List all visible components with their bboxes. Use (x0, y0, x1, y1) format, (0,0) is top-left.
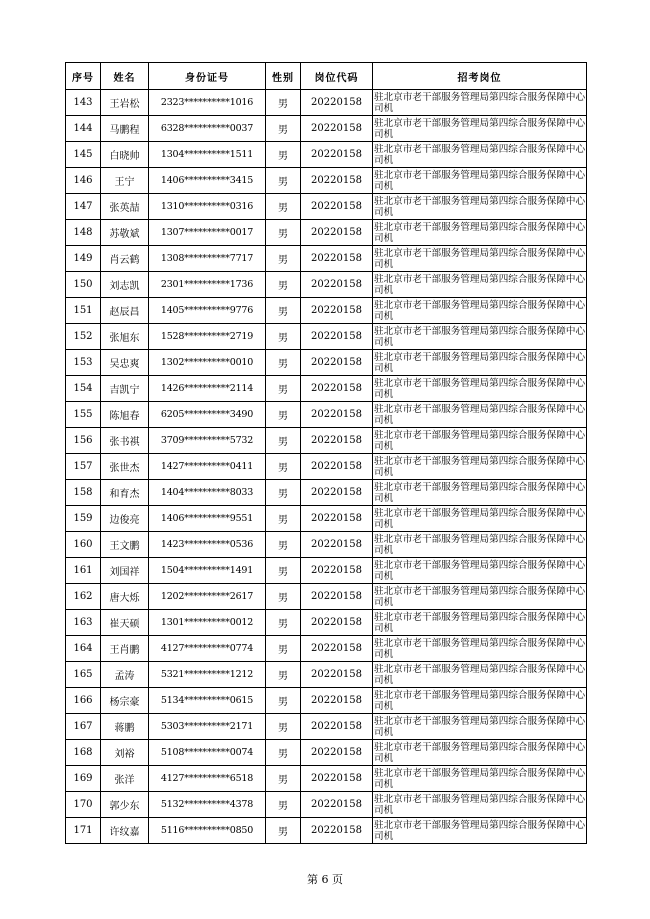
cell-position-code: 20220158 (301, 558, 373, 584)
cell-position-code: 20220158 (301, 662, 373, 688)
cell-serial: 155 (66, 402, 101, 428)
cell-position-code: 20220158 (301, 766, 373, 792)
cell-id-number: 1426**********2114 (149, 376, 266, 402)
header-id-number: 身份证号 (149, 63, 266, 90)
header-name: 姓名 (101, 63, 149, 90)
table-row (66, 402, 587, 428)
cell-gender: 男 (266, 272, 301, 298)
cell-id-number: 1202**********2617 (149, 584, 266, 610)
cell-position-code: 20220158 (301, 532, 373, 558)
table-row (66, 454, 587, 480)
cell-name: 孟涛 (101, 662, 149, 688)
cell-name: 陈旭春 (101, 402, 149, 428)
cell-serial: 159 (66, 506, 101, 532)
cell-id-number: 1308**********7717 (149, 246, 266, 272)
table-row (66, 220, 587, 246)
cell-position-code: 20220158 (301, 194, 373, 220)
cell-serial: 169 (66, 766, 101, 792)
cell-position-code: 20220158 (301, 818, 373, 844)
cell-name: 马鹏程 (101, 116, 149, 142)
cell-id-number: 1301**********0012 (149, 610, 266, 636)
cell-id-number: 1423**********0536 (149, 532, 266, 558)
table-row (66, 740, 587, 766)
cell-position-code: 20220158 (301, 272, 373, 298)
cell-position: 驻北京市老干部服务管理局第四综合服务保障中心司机 (374, 273, 586, 296)
cell-gender: 男 (266, 662, 301, 688)
cell-name: 刘国祥 (101, 558, 149, 584)
cell-position-code: 20220158 (301, 324, 373, 350)
cell-serial: 163 (66, 610, 101, 636)
cell-id-number: 5134**********0615 (149, 688, 266, 714)
table-row (66, 766, 587, 792)
cell-position: 驻北京市老干部服务管理局第四综合服务保障中心司机 (374, 299, 586, 322)
table-row (66, 194, 587, 220)
table-row (66, 792, 587, 818)
cell-position-code: 20220158 (301, 246, 373, 272)
cell-name: 郭少东 (101, 792, 149, 818)
cell-gender: 男 (266, 818, 301, 844)
cell-name: 王宁 (101, 168, 149, 194)
cell-gender: 男 (266, 558, 301, 584)
cell-gender: 男 (266, 402, 301, 428)
cell-position-code: 20220158 (301, 350, 373, 376)
applicant-table (65, 62, 587, 844)
cell-name: 许纹嘉 (101, 818, 149, 844)
cell-position: 驻北京市老干部服务管理局第四综合服务保障中心司机 (374, 403, 586, 426)
cell-position-code: 20220158 (301, 454, 373, 480)
cell-name: 赵辰昌 (101, 298, 149, 324)
cell-gender: 男 (266, 688, 301, 714)
cell-position: 驻北京市老干部服务管理局第四综合服务保障中心司机 (374, 559, 586, 582)
table-row (66, 272, 587, 298)
page-number: 第 6 页 (307, 873, 343, 886)
cell-id-number: 5321**********1212 (149, 662, 266, 688)
cell-gender: 男 (266, 792, 301, 818)
table-body (66, 90, 587, 844)
cell-name: 崔天硕 (101, 610, 149, 636)
cell-position: 驻北京市老干部服务管理局第四综合服务保障中心司机 (374, 767, 586, 790)
cell-serial: 156 (66, 428, 101, 454)
cell-position-code: 20220158 (301, 428, 373, 454)
cell-name: 唐大烁 (101, 584, 149, 610)
table-row (66, 480, 587, 506)
table-row (66, 428, 587, 454)
cell-position: 驻北京市老干部服务管理局第四综合服务保障中心司机 (374, 741, 586, 764)
cell-id-number: 1427**********0411 (149, 454, 266, 480)
cell-position: 驻北京市老干部服务管理局第四综合服务保障中心司机 (374, 819, 586, 842)
cell-position: 驻北京市老干部服务管理局第四综合服务保障中心司机 (374, 689, 586, 712)
table-row (66, 376, 587, 402)
cell-name: 苏敬斌 (101, 220, 149, 246)
cell-position: 驻北京市老干部服务管理局第四综合服务保障中心司机 (374, 637, 586, 660)
cell-position-code: 20220158 (301, 90, 373, 116)
cell-position-code: 20220158 (301, 740, 373, 766)
table-row (66, 610, 587, 636)
cell-name: 和育杰 (101, 480, 149, 506)
cell-id-number: 2301**********1736 (149, 272, 266, 298)
cell-gender: 男 (266, 246, 301, 272)
cell-id-number: 5116**********0850 (149, 818, 266, 844)
table-row (66, 584, 587, 610)
table-row (66, 558, 587, 584)
cell-id-number: 1406**********9551 (149, 506, 266, 532)
cell-position: 驻北京市老干部服务管理局第四综合服务保障中心司机 (374, 481, 586, 504)
cell-id-number: 1302**********0010 (149, 350, 266, 376)
cell-position-code: 20220158 (301, 714, 373, 740)
cell-position-code: 20220158 (301, 298, 373, 324)
cell-name: 张书祺 (101, 428, 149, 454)
cell-serial: 153 (66, 350, 101, 376)
cell-gender: 男 (266, 454, 301, 480)
cell-position: 驻北京市老干部服务管理局第四综合服务保障中心司机 (374, 247, 586, 270)
cell-position-code: 20220158 (301, 168, 373, 194)
cell-id-number: 6205**********3490 (149, 402, 266, 428)
cell-position: 驻北京市老干部服务管理局第四综合服务保障中心司机 (374, 377, 586, 400)
table-row (66, 142, 587, 168)
cell-id-number: 1304**********1511 (149, 142, 266, 168)
cell-gender: 男 (266, 142, 301, 168)
cell-gender: 男 (266, 376, 301, 402)
cell-position-code: 20220158 (301, 402, 373, 428)
cell-name: 白晓帅 (101, 142, 149, 168)
cell-name: 张洋 (101, 766, 149, 792)
cell-id-number: 2323**********1016 (149, 90, 266, 116)
cell-name: 王肖鹏 (101, 636, 149, 662)
cell-gender: 男 (266, 168, 301, 194)
cell-gender: 男 (266, 116, 301, 142)
cell-serial: 151 (66, 298, 101, 324)
cell-position-code: 20220158 (301, 142, 373, 168)
table-row (66, 298, 587, 324)
cell-id-number: 4127**********6518 (149, 766, 266, 792)
cell-serial: 143 (66, 90, 101, 116)
cell-position: 驻北京市老干部服务管理局第四综合服务保障中心司机 (374, 455, 586, 478)
cell-position: 驻北京市老干部服务管理局第四综合服务保障中心司机 (374, 117, 586, 140)
cell-gender: 男 (266, 714, 301, 740)
cell-position: 驻北京市老干部服务管理局第四综合服务保障中心司机 (374, 143, 586, 166)
cell-name: 吉凯宁 (101, 376, 149, 402)
cell-gender: 男 (266, 90, 301, 116)
cell-position: 驻北京市老干部服务管理局第四综合服务保障中心司机 (374, 351, 586, 374)
cell-position: 驻北京市老干部服务管理局第四综合服务保障中心司机 (374, 195, 586, 218)
cell-position: 驻北京市老干部服务管理局第四综合服务保障中心司机 (374, 715, 586, 738)
cell-id-number: 3709**********5732 (149, 428, 266, 454)
cell-position: 驻北京市老干部服务管理局第四综合服务保障中心司机 (374, 663, 586, 686)
cell-gender: 男 (266, 584, 301, 610)
cell-position: 驻北京市老干部服务管理局第四综合服务保障中心司机 (374, 611, 586, 634)
cell-position-code: 20220158 (301, 220, 373, 246)
header-position-code: 岗位代码 (301, 63, 373, 90)
cell-serial: 157 (66, 454, 101, 480)
cell-serial: 165 (66, 662, 101, 688)
cell-gender: 男 (266, 220, 301, 246)
cell-position: 驻北京市老干部服务管理局第四综合服务保障中心司机 (374, 793, 586, 816)
cell-serial: 162 (66, 584, 101, 610)
cell-position: 驻北京市老干部服务管理局第四综合服务保障中心司机 (374, 325, 586, 348)
table-row (66, 662, 587, 688)
cell-gender: 男 (266, 350, 301, 376)
header-position: 招考岗位 (373, 63, 587, 90)
cell-position-code: 20220158 (301, 636, 373, 662)
table-row (66, 714, 587, 740)
cell-id-number: 1310**********0316 (149, 194, 266, 220)
cell-gender: 男 (266, 610, 301, 636)
header-gender: 性别 (266, 63, 301, 90)
cell-serial: 154 (66, 376, 101, 402)
cell-name: 张英喆 (101, 194, 149, 220)
cell-id-number: 1528**********2719 (149, 324, 266, 350)
cell-serial: 161 (66, 558, 101, 584)
cell-serial: 168 (66, 740, 101, 766)
table-row (66, 688, 587, 714)
cell-position: 驻北京市老干部服务管理局第四综合服务保障中心司机 (374, 533, 586, 556)
cell-position-code: 20220158 (301, 376, 373, 402)
cell-name: 边俊亮 (101, 506, 149, 532)
table-row (66, 636, 587, 662)
cell-id-number: 1504**********1491 (149, 558, 266, 584)
cell-position-code: 20220158 (301, 688, 373, 714)
cell-position-code: 20220158 (301, 480, 373, 506)
cell-position: 驻北京市老干部服务管理局第四综合服务保障中心司机 (374, 169, 586, 192)
cell-id-number: 5132**********4378 (149, 792, 266, 818)
cell-name: 刘志凯 (101, 272, 149, 298)
table-row (66, 90, 587, 116)
table-header-row (66, 63, 587, 90)
cell-position: 驻北京市老干部服务管理局第四综合服务保障中心司机 (374, 91, 586, 114)
cell-position-code: 20220158 (301, 584, 373, 610)
cell-gender: 男 (266, 740, 301, 766)
cell-name: 刘裕 (101, 740, 149, 766)
cell-serial: 171 (66, 818, 101, 844)
cell-serial: 158 (66, 480, 101, 506)
cell-serial: 164 (66, 636, 101, 662)
cell-gender: 男 (266, 532, 301, 558)
cell-position-code: 20220158 (301, 506, 373, 532)
cell-gender: 男 (266, 324, 301, 350)
cell-id-number: 1406**********3415 (149, 168, 266, 194)
cell-serial: 160 (66, 532, 101, 558)
table-row (66, 506, 587, 532)
cell-id-number: 1307**********0017 (149, 220, 266, 246)
cell-serial: 152 (66, 324, 101, 350)
cell-serial: 170 (66, 792, 101, 818)
cell-serial: 166 (66, 688, 101, 714)
cell-position: 驻北京市老干部服务管理局第四综合服务保障中心司机 (374, 429, 586, 452)
cell-serial: 149 (66, 246, 101, 272)
cell-id-number: 4127**********0774 (149, 636, 266, 662)
cell-serial: 145 (66, 142, 101, 168)
cell-gender: 男 (266, 766, 301, 792)
header-serial: 序号 (66, 63, 101, 90)
table-row (66, 324, 587, 350)
table-row (66, 818, 587, 844)
cell-gender: 男 (266, 298, 301, 324)
table-row (66, 246, 587, 272)
cell-name: 张世杰 (101, 454, 149, 480)
cell-name: 王文鹏 (101, 532, 149, 558)
cell-serial: 167 (66, 714, 101, 740)
cell-name: 张旭东 (101, 324, 149, 350)
cell-position: 驻北京市老干部服务管理局第四综合服务保障中心司机 (374, 507, 586, 530)
cell-name: 蒋鹏 (101, 714, 149, 740)
cell-position-code: 20220158 (301, 610, 373, 636)
cell-name: 肖云鹤 (101, 246, 149, 272)
cell-id-number: 5303**********2171 (149, 714, 266, 740)
cell-gender: 男 (266, 194, 301, 220)
cell-position: 驻北京市老干部服务管理局第四综合服务保障中心司机 (374, 585, 586, 608)
cell-name: 王岩松 (101, 90, 149, 116)
cell-id-number: 6328**********0037 (149, 116, 266, 142)
cell-serial: 150 (66, 272, 101, 298)
table-row (66, 116, 587, 142)
cell-position: 驻北京市老干部服务管理局第四综合服务保障中心司机 (374, 221, 586, 244)
cell-serial: 147 (66, 194, 101, 220)
cell-position-code: 20220158 (301, 792, 373, 818)
cell-gender: 男 (266, 480, 301, 506)
cell-id-number: 5108**********0074 (149, 740, 266, 766)
cell-gender: 男 (266, 428, 301, 454)
cell-gender: 男 (266, 506, 301, 532)
cell-gender: 男 (266, 636, 301, 662)
cell-position-code: 20220158 (301, 116, 373, 142)
cell-serial: 144 (66, 116, 101, 142)
table-row (66, 168, 587, 194)
cell-name: 吴忠爽 (101, 350, 149, 376)
table-row (66, 350, 587, 376)
cell-name: 杨宗豪 (101, 688, 149, 714)
cell-id-number: 1405**********9776 (149, 298, 266, 324)
cell-serial: 146 (66, 168, 101, 194)
cell-serial: 148 (66, 220, 101, 246)
table-row (66, 532, 587, 558)
cell-id-number: 1404**********8033 (149, 480, 266, 506)
